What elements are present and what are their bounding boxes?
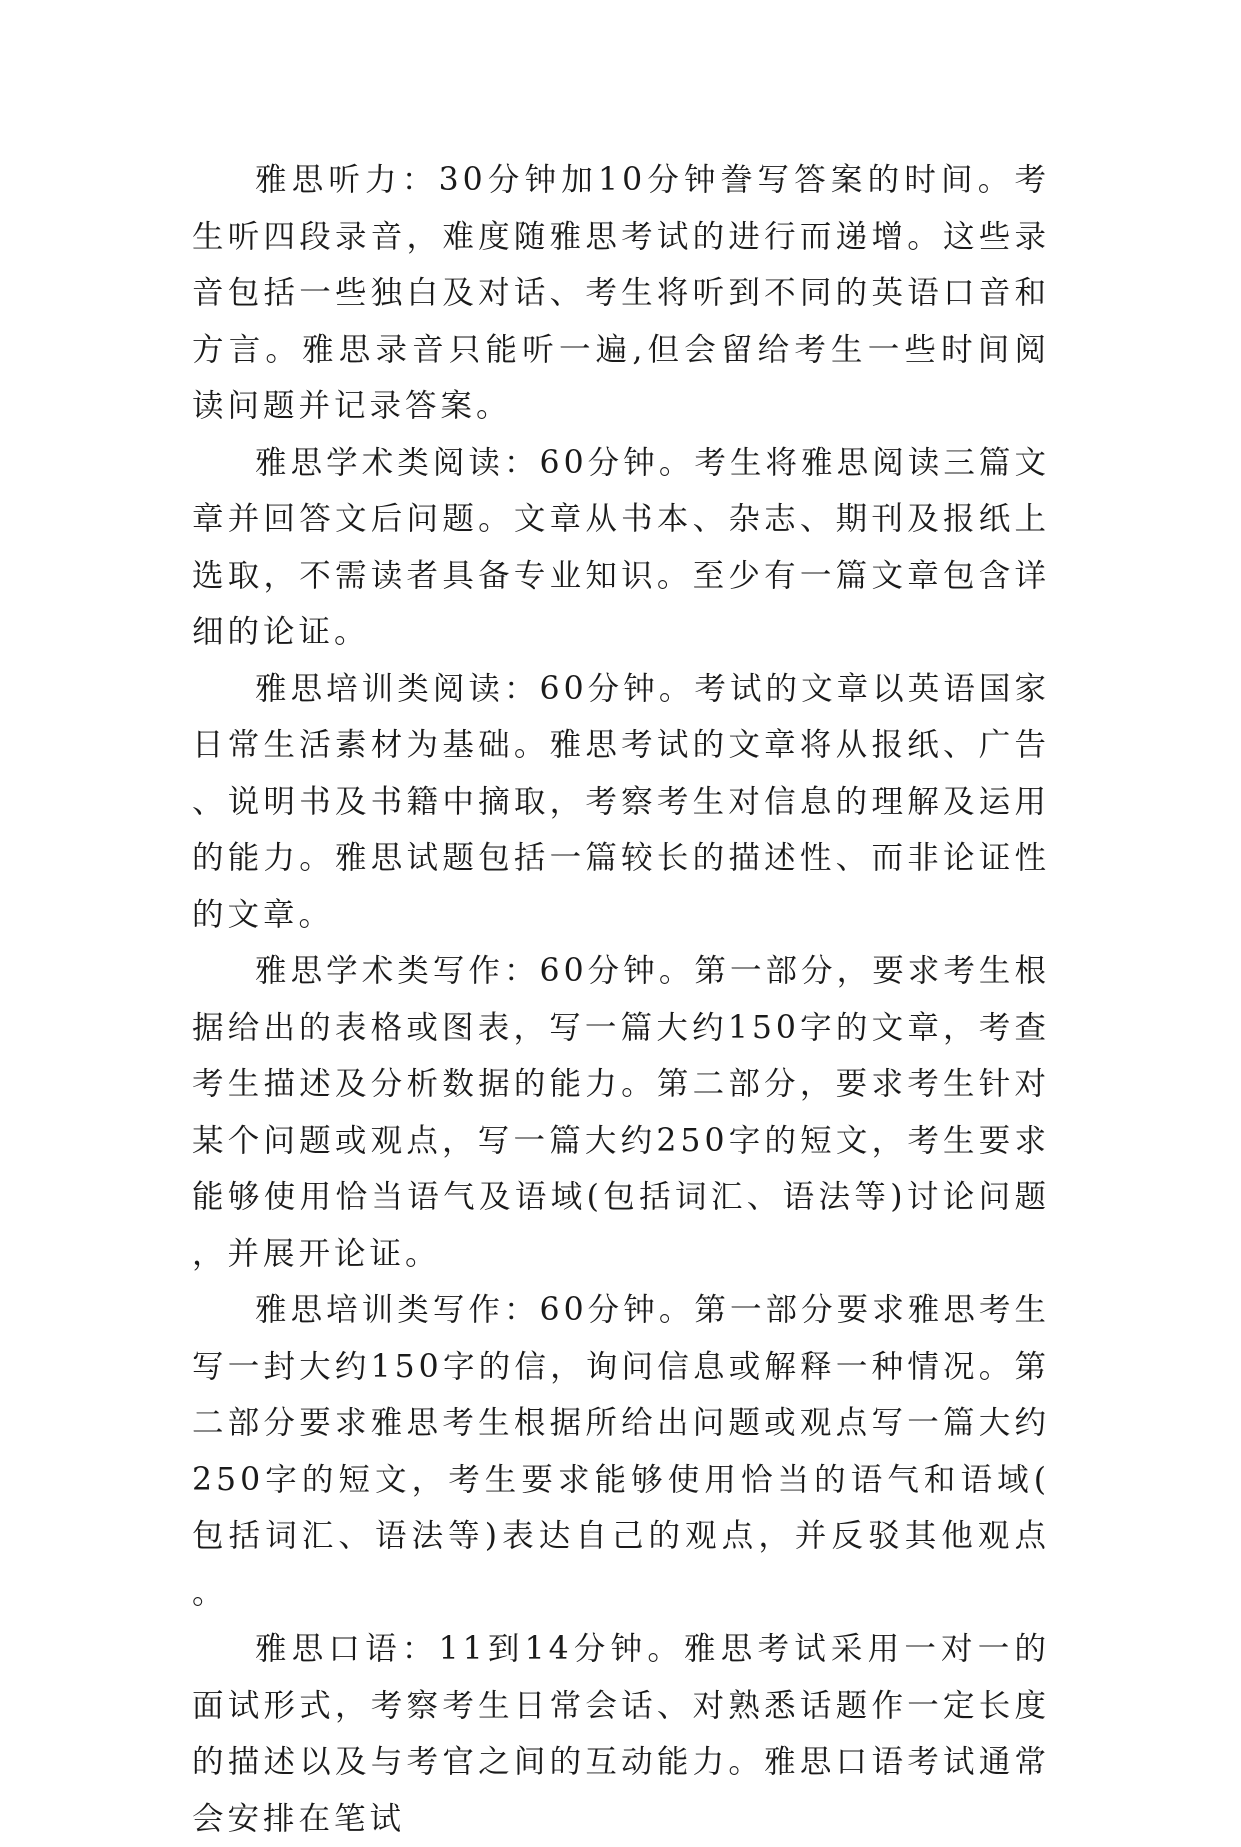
paragraph-general-reading: 雅思培训类阅读：60分钟。考试的文章以英语国家日常生活素材为基础。雅思考试的文章将从报纸、广告、说明书及书籍中摘取，考察考生对信息的理解及运用的能力。雅思试题包括一篇较长的描述性、而非论证性的文章。 [192, 670, 1050, 933]
document-page [192, 152, 1050, 1847]
paragraph-general-writing: 雅思培训类写作：60分钟。第一部分要求雅思考生写一封大约150字的信，询问信息或解释一种情况。第二部分要求雅思考生根据所给出问题或观点写一篇大约250字的短文，考生要求能够使用恰当的语气和语域(包括词汇、语法等)表达自己的观点，并反驳其他观点。 [192, 1292, 1050, 1611]
paragraph-listening: 雅思听力：30分钟加10分钟誊写答案的时间。考生听四段录音，难度随雅思考试的进行而递增。这些录音包括一些独白及对话、考生将听到不同的英语口音和方言。雅思录音只能听一遍,但会留给考生一些时间阅读问题并记录答案。 [192, 162, 1050, 424]
paragraph-academic-reading: 雅思学术类阅读：60分钟。考生将雅思阅读三篇文章并回答文后问题。文章从书本、杂志、期刊及报纸上选取，不需读者具备专业知识。至少有一篇文章包含详细的论证。 [192, 444, 1050, 650]
paragraph-speaking: 雅思口语：11到14分钟。雅思考试采用一对一的面试形式，考察考生日常会话、对熟悉话题作一定长度的描述以及与考官之间的互动能力。雅思口语考试通常会安排在笔试 [192, 1631, 1050, 1837]
paragraph-academic-writing: 雅思学术类写作：60分钟。第一部分，要求考生根据给出的表格或图表，写一篇大约150字的文章，考查考生描述及分析数据的能力。第二部分，要求考生针对某个问题或观点，写一篇大约250字的短文，考生要求能够使用恰当语气及语域(包括词汇、语法等)讨论问题，并展开论证。 [192, 953, 1050, 1272]
